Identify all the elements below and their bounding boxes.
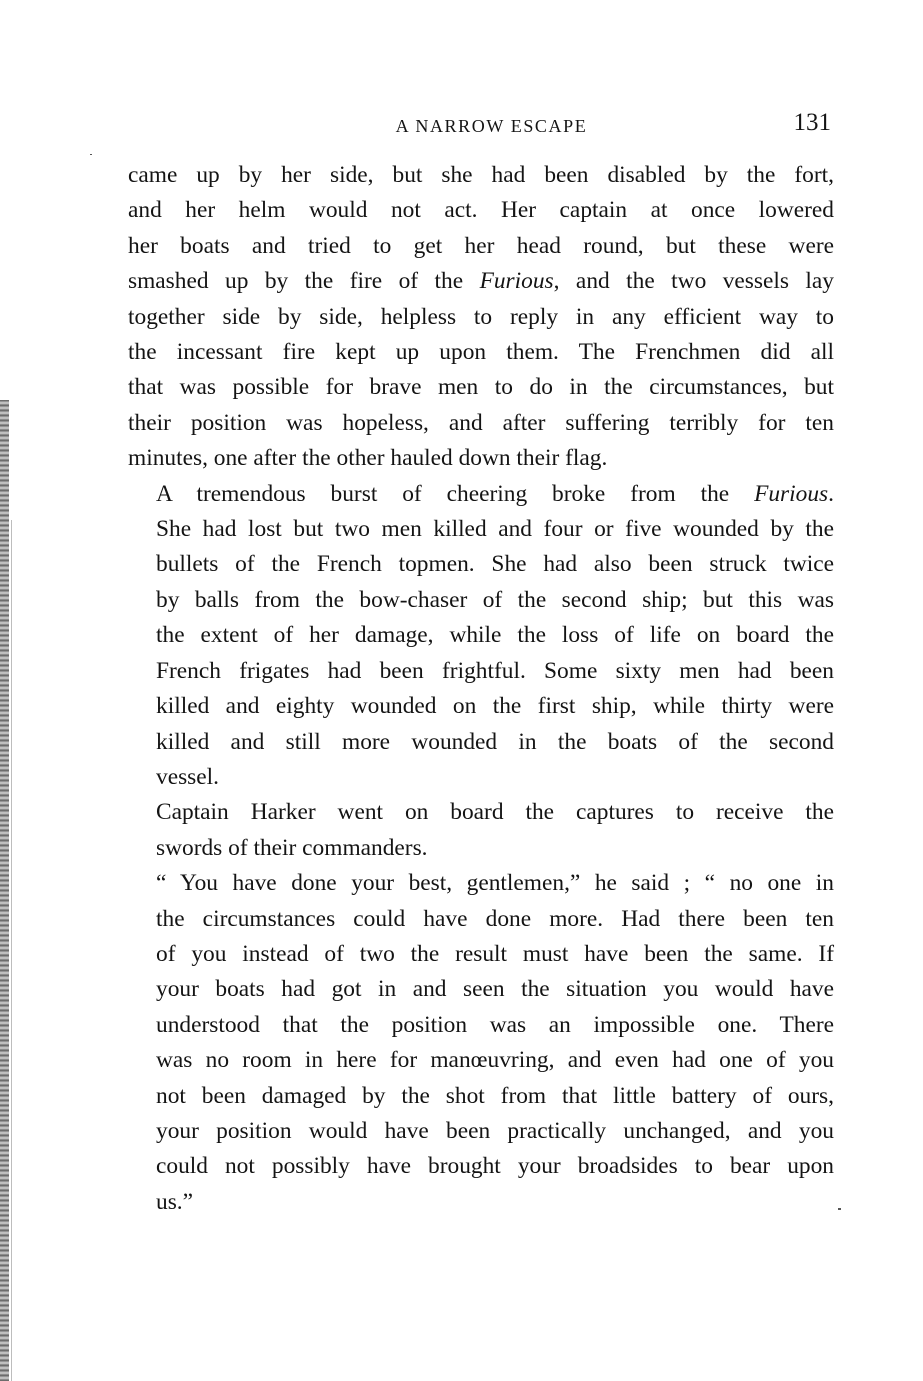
text-line: could not possibly have brought your broadsides to bear upon bbox=[156, 1153, 834, 1180]
text-line: minutes, one after the other hauled down their flag. bbox=[128, 445, 608, 472]
text-line: killed and eighty wounded on the first ship, while thirty were bbox=[156, 693, 834, 720]
text-line: smashed up by the fire of the Furious, and the two vessels lay bbox=[128, 268, 834, 295]
text-line: the circumstances could have done more. Had there been ten bbox=[156, 905, 834, 932]
text-line: French frigates had been frightful. Some sixty men had been bbox=[156, 657, 834, 684]
text-line: bullets of the French topmen. She had also been struck twice bbox=[156, 551, 834, 578]
text-line: vessel. bbox=[156, 763, 220, 790]
text-line: “ You have done your best, gentlemen,” he said ; “ no one in bbox=[156, 870, 834, 897]
text-line: understood that the position was an impossible one. There bbox=[156, 1011, 834, 1038]
text-line: your position would have been practically unchanged, and you bbox=[156, 1117, 834, 1144]
text-line: of you instead of two the result must have been the same. If bbox=[156, 940, 834, 967]
binding-edge-line bbox=[11, 520, 12, 1381]
binding-gutter-shadow bbox=[0, 400, 9, 1381]
text-line: not been damaged by the shot from that little battery of ours, bbox=[156, 1082, 834, 1109]
text-line: came up by her side, but she had been disabled by the fort, bbox=[128, 162, 834, 188]
scan-speck bbox=[838, 1208, 841, 1210]
text-line: by balls from the bow-chaser of the second ship; but this was bbox=[156, 586, 834, 613]
page-number: 131 bbox=[793, 109, 831, 136]
text-line: and her helm would not act. Her captain at once lowered bbox=[128, 197, 834, 224]
text-line: her boats and tried to get her head round, but these were bbox=[128, 232, 834, 259]
text-line: was no room in here for manœuvring, and even had one of you bbox=[156, 1047, 834, 1074]
text-line: your boats had got in and seen the situation you would have bbox=[156, 976, 834, 1003]
running-head: A NARROW ESCAPE bbox=[395, 116, 588, 136]
scan-speck bbox=[90, 154, 92, 155]
text-line: the incessant fire kept up upon them. The Frenchmen did all bbox=[128, 339, 834, 366]
text-line: their position was hopeless, and after suffering terribly for ten bbox=[128, 409, 834, 436]
text-line: swords of their commanders. bbox=[156, 834, 428, 861]
page-header bbox=[128, 108, 833, 142]
body-text bbox=[128, 158, 834, 1220]
ship-name: Furious bbox=[754, 480, 829, 507]
text-line: the extent of her damage, while the loss of life on board the bbox=[156, 622, 834, 649]
ship-name: Furious bbox=[479, 268, 554, 295]
text-line: Captain Harker went on board the captures to receive the bbox=[156, 799, 834, 826]
text-line: together side by side, helpless to reply in any efficient way to bbox=[128, 303, 834, 330]
text-line: A tremendous burst of cheering broke from the Furious. bbox=[156, 480, 834, 507]
paragraph bbox=[128, 866, 834, 1220]
text-line: us.” bbox=[156, 1188, 194, 1215]
text-line: She had lost but two men killed and four or five wounded by the bbox=[156, 516, 834, 543]
paragraph bbox=[128, 158, 834, 477]
text-line: that was possible for brave men to do in the circumstances, but bbox=[128, 374, 834, 401]
paragraph bbox=[128, 795, 834, 866]
paragraph bbox=[128, 477, 834, 796]
text-line: killed and still more wounded in the boats of the second bbox=[156, 728, 834, 755]
